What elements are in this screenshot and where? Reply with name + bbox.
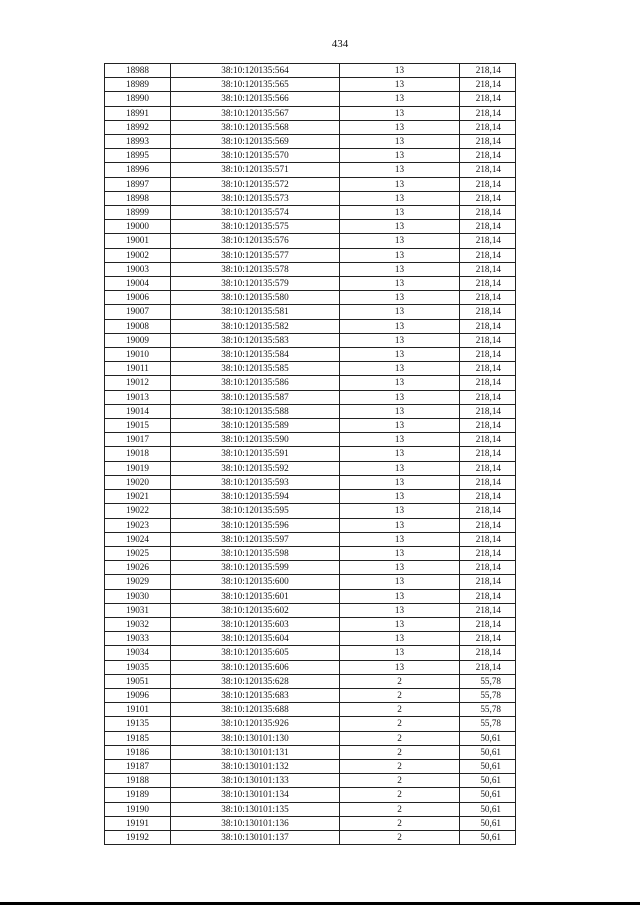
share-count-cell: 13 [340,163,460,177]
cadastral-number-cell: 38:10:120135:569 [171,135,340,149]
cadastral-number-cell: 38:10:120135:593 [171,475,340,489]
table-row [105,78,516,92]
share-count-cell: 13 [340,262,460,276]
cadastral-number-cell: 38:10:120135:594 [171,490,340,504]
row-number-cell: 19101 [105,703,171,717]
table-row [105,632,516,646]
area-cell: 50,61 [460,788,516,802]
row-number-cell: 19012 [105,376,171,390]
cadastral-number-cell: 38:10:130101:132 [171,759,340,773]
row-number-cell: 19006 [105,291,171,305]
table-row [105,319,516,333]
row-number-cell: 19096 [105,688,171,702]
area-cell: 218,14 [460,490,516,504]
cadastral-number-cell: 38:10:120135:580 [171,291,340,305]
area-cell: 218,14 [460,106,516,120]
cadastral-number-cell: 38:10:120135:586 [171,376,340,390]
table-row [105,475,516,489]
row-number-cell: 19007 [105,305,171,319]
table-row [105,816,516,830]
row-number-cell: 19002 [105,248,171,262]
area-cell: 218,14 [460,575,516,589]
table-row [105,561,516,575]
area-cell: 218,14 [460,291,516,305]
area-cell: 218,14 [460,646,516,660]
cadastral-number-cell: 38:10:120135:568 [171,120,340,134]
table-row [105,802,516,816]
table-row [105,362,516,376]
share-count-cell: 13 [340,106,460,120]
share-count-cell: 13 [340,291,460,305]
cadastral-number-cell: 38:10:120135:683 [171,688,340,702]
area-cell: 218,14 [460,461,516,475]
table-row [105,646,516,660]
row-number-cell: 19035 [105,660,171,674]
page-number: 434 [331,38,349,50]
area-cell: 50,61 [460,802,516,816]
cadastral-number-cell: 38:10:120135:570 [171,149,340,163]
share-count-cell: 13 [340,120,460,134]
share-count-cell: 2 [340,816,460,830]
table-row [105,490,516,504]
area-cell: 218,14 [460,447,516,461]
cadastral-number-cell: 38:10:120135:606 [171,660,340,674]
share-count-cell: 13 [340,561,460,575]
area-cell: 218,14 [460,362,516,376]
cadastral-number-cell: 38:10:120135:581 [171,305,340,319]
share-count-cell: 13 [340,490,460,504]
row-number-cell: 19034 [105,646,171,660]
share-count-cell: 13 [340,603,460,617]
share-count-cell: 2 [340,788,460,802]
row-number-cell: 19022 [105,504,171,518]
row-number-cell: 19020 [105,475,171,489]
area-cell: 218,14 [460,348,516,362]
area-cell: 218,14 [460,433,516,447]
row-number-cell: 19013 [105,390,171,404]
share-count-cell: 13 [340,362,460,376]
row-number-cell: 19185 [105,731,171,745]
cadastral-number-cell: 38:10:120135:599 [171,561,340,575]
cadastral-number-cell: 38:10:120135:587 [171,390,340,404]
cadastral-number-cell: 38:10:120135:598 [171,546,340,560]
table-row [105,277,516,291]
area-cell: 218,14 [460,120,516,134]
row-number-cell: 19186 [105,745,171,759]
row-number-cell: 19019 [105,461,171,475]
table-row [105,546,516,560]
row-number-cell: 19031 [105,603,171,617]
share-count-cell: 13 [340,206,460,220]
row-number-cell: 19187 [105,759,171,773]
area-cell: 218,14 [460,603,516,617]
table-row [105,461,516,475]
table-row [105,120,516,134]
row-number-cell: 19033 [105,632,171,646]
row-number-cell: 18995 [105,149,171,163]
row-number-cell: 19004 [105,277,171,291]
share-count-cell: 2 [340,745,460,759]
table-row [105,703,516,717]
area-cell: 50,61 [460,830,516,844]
share-count-cell: 13 [340,305,460,319]
cadastral-number-cell: 38:10:120135:582 [171,319,340,333]
share-count-cell: 13 [340,660,460,674]
area-cell: 218,14 [460,617,516,631]
cadastral-number-cell: 38:10:120135:595 [171,504,340,518]
row-number-cell: 18992 [105,120,171,134]
table-row [105,376,516,390]
cadastral-number-cell: 38:10:120135:600 [171,575,340,589]
row-number-cell: 18996 [105,163,171,177]
row-number-cell: 19008 [105,319,171,333]
row-number-cell: 19018 [105,447,171,461]
table-row [105,674,516,688]
table-row [105,731,516,745]
cadastral-number-cell: 38:10:120135:592 [171,461,340,475]
cadastral-number-cell: 38:10:120135:579 [171,277,340,291]
table-row [105,745,516,759]
share-count-cell: 13 [340,632,460,646]
area-cell: 218,14 [460,546,516,560]
cadastral-number-cell: 38:10:120135:589 [171,419,340,433]
cadastral-number-cell: 38:10:120135:585 [171,362,340,376]
cadastral-number-cell: 38:10:120135:567 [171,106,340,120]
share-count-cell: 2 [340,717,460,731]
cadastral-number-cell: 38:10:130101:131 [171,745,340,759]
area-cell: 50,61 [460,745,516,759]
table-row [105,333,516,347]
row-number-cell: 19021 [105,490,171,504]
share-count-cell: 13 [340,419,460,433]
table-row [105,575,516,589]
table-row [105,106,516,120]
area-cell: 218,14 [460,64,516,78]
table-row [105,135,516,149]
cadastral-number-cell: 38:10:120135:601 [171,589,340,603]
cadastral-number-cell: 38:10:130101:137 [171,830,340,844]
cadastral-number-cell: 38:10:120135:584 [171,348,340,362]
table-row [105,717,516,731]
row-number-cell: 18990 [105,92,171,106]
table-row [105,603,516,617]
share-count-cell: 13 [340,617,460,631]
share-count-cell: 13 [340,64,460,78]
share-count-cell: 2 [340,802,460,816]
cadastral-number-cell: 38:10:120135:602 [171,603,340,617]
row-number-cell: 19001 [105,234,171,248]
table-row [105,163,516,177]
cadastral-number-cell: 38:10:120135:577 [171,248,340,262]
share-count-cell: 13 [340,575,460,589]
table-row [105,348,516,362]
area-cell: 218,14 [460,376,516,390]
cadastral-number-cell: 38:10:120135:688 [171,703,340,717]
cadastral-number-cell: 38:10:120135:578 [171,262,340,276]
table-row [105,532,516,546]
cadastral-number-cell: 38:10:120135:597 [171,532,340,546]
table-row [105,774,516,788]
area-cell: 218,14 [460,305,516,319]
area-cell: 218,14 [460,206,516,220]
table-row [105,92,516,106]
share-count-cell: 2 [340,703,460,717]
area-cell: 218,14 [460,163,516,177]
area-cell: 50,61 [460,774,516,788]
share-count-cell: 13 [340,475,460,489]
row-number-cell: 19023 [105,518,171,532]
table-row [105,220,516,234]
table-row [105,504,516,518]
share-count-cell: 13 [340,589,460,603]
cadastral-number-cell: 38:10:120135:590 [171,433,340,447]
area-cell: 218,14 [460,532,516,546]
row-number-cell: 19051 [105,674,171,688]
area-cell: 218,14 [460,419,516,433]
table-row [105,291,516,305]
share-count-cell: 13 [340,135,460,149]
table-row [105,759,516,773]
table-row [105,688,516,702]
area-cell: 50,61 [460,731,516,745]
share-count-cell: 13 [340,333,460,347]
row-number-cell: 19024 [105,532,171,546]
share-count-cell: 13 [340,177,460,191]
registry-table [104,63,516,845]
cadastral-number-cell: 38:10:130101:136 [171,816,340,830]
table-row [105,177,516,191]
area-cell: 218,14 [460,518,516,532]
area-cell: 218,14 [460,248,516,262]
row-number-cell: 19015 [105,419,171,433]
row-number-cell: 18989 [105,78,171,92]
share-count-cell: 13 [340,532,460,546]
share-count-cell: 2 [340,688,460,702]
area-cell: 218,14 [460,504,516,518]
cadastral-number-cell: 38:10:120135:588 [171,404,340,418]
cadastral-number-cell: 38:10:130101:130 [171,731,340,745]
area-cell: 55,78 [460,674,516,688]
row-number-cell: 19032 [105,617,171,631]
registry-table-container [104,63,515,845]
row-number-cell: 19135 [105,717,171,731]
cadastral-number-cell: 38:10:130101:133 [171,774,340,788]
area-cell: 218,14 [460,404,516,418]
cadastral-number-cell: 38:10:120135:591 [171,447,340,461]
share-count-cell: 13 [340,518,460,532]
row-number-cell: 19025 [105,546,171,560]
cadastral-number-cell: 38:10:130101:135 [171,802,340,816]
share-count-cell: 2 [340,759,460,773]
row-number-cell: 18991 [105,106,171,120]
share-count-cell: 13 [340,191,460,205]
cadastral-number-cell: 38:10:120135:566 [171,92,340,106]
cadastral-number-cell: 38:10:120135:564 [171,64,340,78]
table-row [105,788,516,802]
share-count-cell: 2 [340,731,460,745]
table-row [105,64,516,78]
table-row [105,830,516,844]
share-count-cell: 2 [340,830,460,844]
table-row [105,234,516,248]
table-row [105,617,516,631]
row-number-cell: 19190 [105,802,171,816]
share-count-cell: 13 [340,546,460,560]
table-row [105,248,516,262]
share-count-cell: 13 [340,248,460,262]
row-number-cell: 19188 [105,774,171,788]
cadastral-number-cell: 38:10:120135:603 [171,617,340,631]
share-count-cell: 13 [340,376,460,390]
area-cell: 218,14 [460,319,516,333]
row-number-cell: 19011 [105,362,171,376]
row-number-cell: 19189 [105,788,171,802]
area-cell: 218,14 [460,632,516,646]
area-cell: 218,14 [460,262,516,276]
area-cell: 218,14 [460,220,516,234]
area-cell: 218,14 [460,92,516,106]
area-cell: 218,14 [460,135,516,149]
share-count-cell: 2 [340,774,460,788]
row-number-cell: 19000 [105,220,171,234]
table-row [105,262,516,276]
share-count-cell: 13 [340,78,460,92]
cadastral-number-cell: 38:10:120135:573 [171,191,340,205]
row-number-cell: 18988 [105,64,171,78]
table-row [105,191,516,205]
cadastral-number-cell: 38:10:120135:576 [171,234,340,248]
row-number-cell: 19003 [105,262,171,276]
share-count-cell: 13 [340,348,460,362]
area-cell: 218,14 [460,390,516,404]
row-number-cell: 18993 [105,135,171,149]
area-cell: 218,14 [460,234,516,248]
cadastral-number-cell: 38:10:130101:134 [171,788,340,802]
table-row [105,589,516,603]
cadastral-number-cell: 38:10:120135:605 [171,646,340,660]
share-count-cell: 13 [340,447,460,461]
share-count-cell: 13 [340,220,460,234]
share-count-cell: 13 [340,390,460,404]
share-count-cell: 13 [340,92,460,106]
table-row [105,149,516,163]
area-cell: 218,14 [460,589,516,603]
area-cell: 218,14 [460,177,516,191]
area-cell: 55,78 [460,717,516,731]
table-row [105,206,516,220]
cadastral-number-cell: 38:10:120135:628 [171,674,340,688]
share-count-cell: 13 [340,646,460,660]
share-count-cell: 2 [340,674,460,688]
table-row [105,305,516,319]
row-number-cell: 19191 [105,816,171,830]
area-cell: 218,14 [460,475,516,489]
share-count-cell: 13 [340,404,460,418]
area-cell: 218,14 [460,277,516,291]
share-count-cell: 13 [340,277,460,291]
row-number-cell: 19010 [105,348,171,362]
area-cell: 55,78 [460,688,516,702]
row-number-cell: 19192 [105,830,171,844]
area-cell: 218,14 [460,561,516,575]
row-number-cell: 19029 [105,575,171,589]
table-row [105,518,516,532]
cadastral-number-cell: 38:10:120135:596 [171,518,340,532]
table-row [105,404,516,418]
cadastral-number-cell: 38:10:120135:571 [171,163,340,177]
cadastral-number-cell: 38:10:120135:604 [171,632,340,646]
area-cell: 218,14 [460,78,516,92]
share-count-cell: 13 [340,504,460,518]
share-count-cell: 13 [340,433,460,447]
cadastral-number-cell: 38:10:120135:575 [171,220,340,234]
row-number-cell: 18998 [105,191,171,205]
area-cell: 50,61 [460,816,516,830]
area-cell: 218,14 [460,333,516,347]
share-count-cell: 13 [340,461,460,475]
table-row [105,447,516,461]
area-cell: 50,61 [460,759,516,773]
row-number-cell: 19009 [105,333,171,347]
cadastral-number-cell: 38:10:120135:926 [171,717,340,731]
cadastral-number-cell: 38:10:120135:572 [171,177,340,191]
row-number-cell: 19030 [105,589,171,603]
share-count-cell: 13 [340,234,460,248]
share-count-cell: 13 [340,149,460,163]
table-row [105,419,516,433]
table-row [105,433,516,447]
cadastral-number-cell: 38:10:120135:583 [171,333,340,347]
row-number-cell: 18997 [105,177,171,191]
area-cell: 218,14 [460,660,516,674]
area-cell: 218,14 [460,149,516,163]
row-number-cell: 19017 [105,433,171,447]
area-cell: 218,14 [460,191,516,205]
registry-table-body [105,64,516,845]
area-cell: 55,78 [460,703,516,717]
row-number-cell: 19014 [105,404,171,418]
row-number-cell: 19026 [105,561,171,575]
cadastral-number-cell: 38:10:120135:574 [171,206,340,220]
share-count-cell: 13 [340,319,460,333]
table-row [105,390,516,404]
row-number-cell: 18999 [105,206,171,220]
table-row [105,660,516,674]
cadastral-number-cell: 38:10:120135:565 [171,78,340,92]
